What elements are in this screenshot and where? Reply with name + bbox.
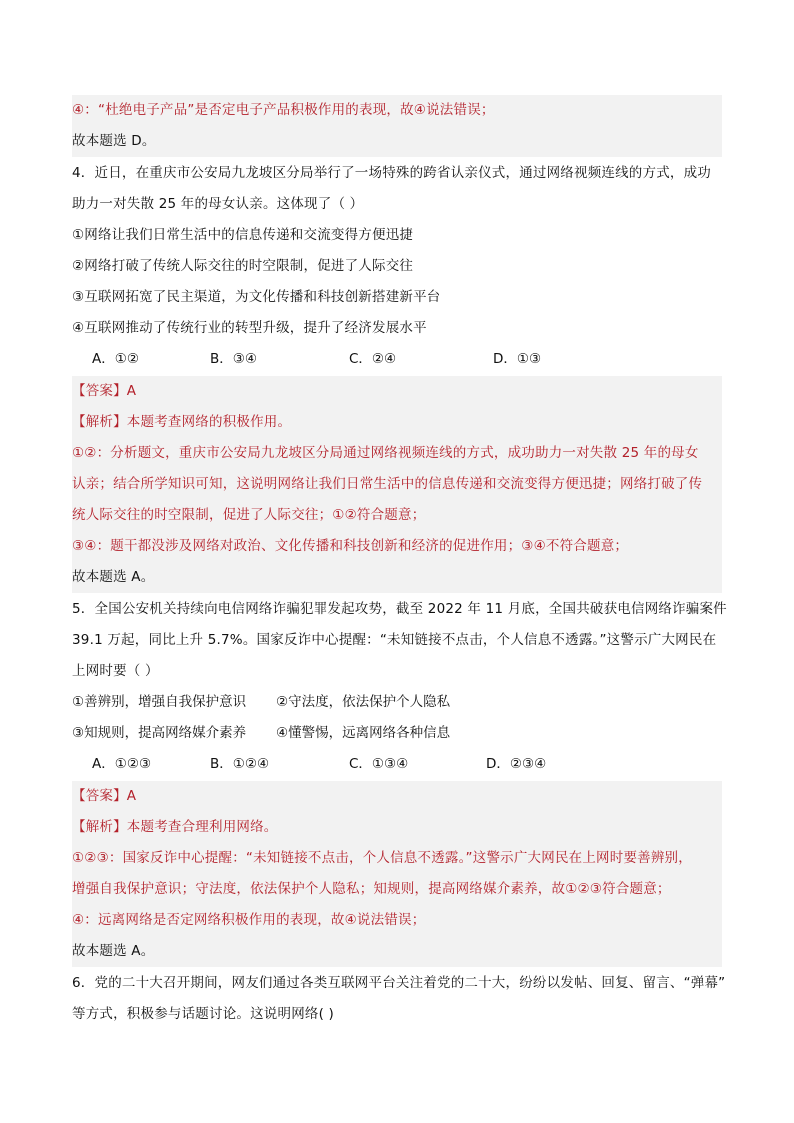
- q5-answer: 【答案】A: [72, 781, 722, 812]
- q5-stem-line-3: 上网时要（ ）: [72, 663, 159, 679]
- prev-explanation-line: ④：“杜绝电子产品”是否定电子产品积极作用的表现，故④说法错误；: [72, 95, 722, 126]
- q6-stem-line-2: 等方式，积极参与话题讨论。这说明网络( ): [72, 1006, 335, 1022]
- q4-option-b: B．③④: [210, 351, 257, 367]
- q4-answer: 【答案】A: [72, 376, 722, 407]
- q5-explanation-2: ④：远离网络是否定网络积极作用的表现，故④说法错误；: [72, 905, 722, 936]
- q5-option-b: B．①②④: [210, 756, 270, 772]
- q4-explanation-1a: ①②：分析题文，重庆市公安局九龙坡区分局通过网络视频连线的方式，成功助力一对失散 25 年的母女: [72, 438, 722, 469]
- q5-option-c: C．①③④: [349, 756, 409, 772]
- prev-conclusion: 故本题选 D。: [72, 126, 722, 157]
- q4-option-a: A．①②: [92, 351, 139, 367]
- q5-explanation-1b: 增强自我保护意识；守法度，依法保护个人隐私；知规则，提高网络媒介素养，故①②③符合题意；: [72, 874, 722, 905]
- q4-analysis-heading: 【解析】本题考查网络的积极作用。: [72, 407, 722, 438]
- q5-item-1: ①善辨别，增强自我保护意识: [72, 694, 247, 710]
- q4-item-1: ①网络让我们日常生活中的信息传递和交流变得方便迅捷: [72, 227, 414, 243]
- q5-stem-line-1: 5．全国公安机关持续向电信网络诈骗犯罪发起攻势，截至 2022 年 11 月底，全国共破获电信网络诈骗案件: [72, 601, 727, 617]
- q5-option-d: D．②③④: [486, 756, 547, 772]
- q4-conclusion: 故本题选 A。: [72, 562, 722, 593]
- q5-analysis-heading: 【解析】本题考查合理利用网络。: [72, 812, 722, 843]
- q5-options: [92, 749, 712, 780]
- q4-item-3: ③互联网拓宽了民主渠道，为文化传播和科技创新搭建新平台: [72, 289, 441, 305]
- q5-items-row-2: [72, 718, 722, 749]
- q4-option-c: C．②④: [349, 351, 397, 367]
- q4-item-2: ②网络打破了传统人际交往的时空限制，促进了人际交往: [72, 258, 414, 274]
- q4-explanation-1b: 认亲；结合所学知识可知，这说明网络让我们日常生活中的信息传递和交流变得方便迅捷；网络打破了传: [72, 469, 722, 500]
- q5-item-3: ③知规则，提高网络媒介素养: [72, 725, 247, 741]
- q4-item-4: ④互联网推动了传统行业的转型升级，提升了经济发展水平: [72, 320, 427, 336]
- q5-item-4: ④懂警惕，远离网络各种信息: [276, 725, 451, 741]
- q4-explanation-2: ③④：题干都没涉及网络对政治、文化传播和科技创新和经济的促进作用；③④不符合题意；: [72, 531, 722, 562]
- q5-conclusion: 故本题选 A。: [72, 936, 722, 967]
- q4-options: [92, 344, 712, 375]
- q5-explanation-1a: ①②③：国家反诈中心提醒：“未知链接不点击，个人信息不透露。”这警示广大网民在上网时要善辨别，: [72, 843, 722, 874]
- q5-stem-line-2: 39.1 万起，同比上升 5.7%。国家反诈中心提醒：“未知链接不点击，个人信息不透露。”这警示广大网民在: [72, 632, 717, 648]
- q5-items-row-1: [72, 687, 722, 718]
- q5-option-a: A．①②③: [92, 756, 152, 772]
- q4-stem-line-2: 助力一对失散 25 年的母女认亲。这体现了（ ）: [72, 196, 364, 212]
- q4-option-d: D．①③: [493, 351, 542, 367]
- q4-stem-line-1: 4．近日，在重庆市公安局九龙坡区分局举行了一场特殊的跨省认亲仪式，通过网络视频连线的方式，成功: [72, 165, 711, 181]
- q5-item-2: ②守法度，依法保护个人隐私: [276, 694, 451, 710]
- q4-explanation-1c: 统人际交往的时空限制，促进了人际交往；①②符合题意；: [72, 500, 722, 531]
- q6-stem-line-1: 6．党的二十大召开期间，网友们通过各类互联网平台关注着党的二十大，纷纷以发帖、回复、留言、“弹幕”: [72, 975, 726, 991]
